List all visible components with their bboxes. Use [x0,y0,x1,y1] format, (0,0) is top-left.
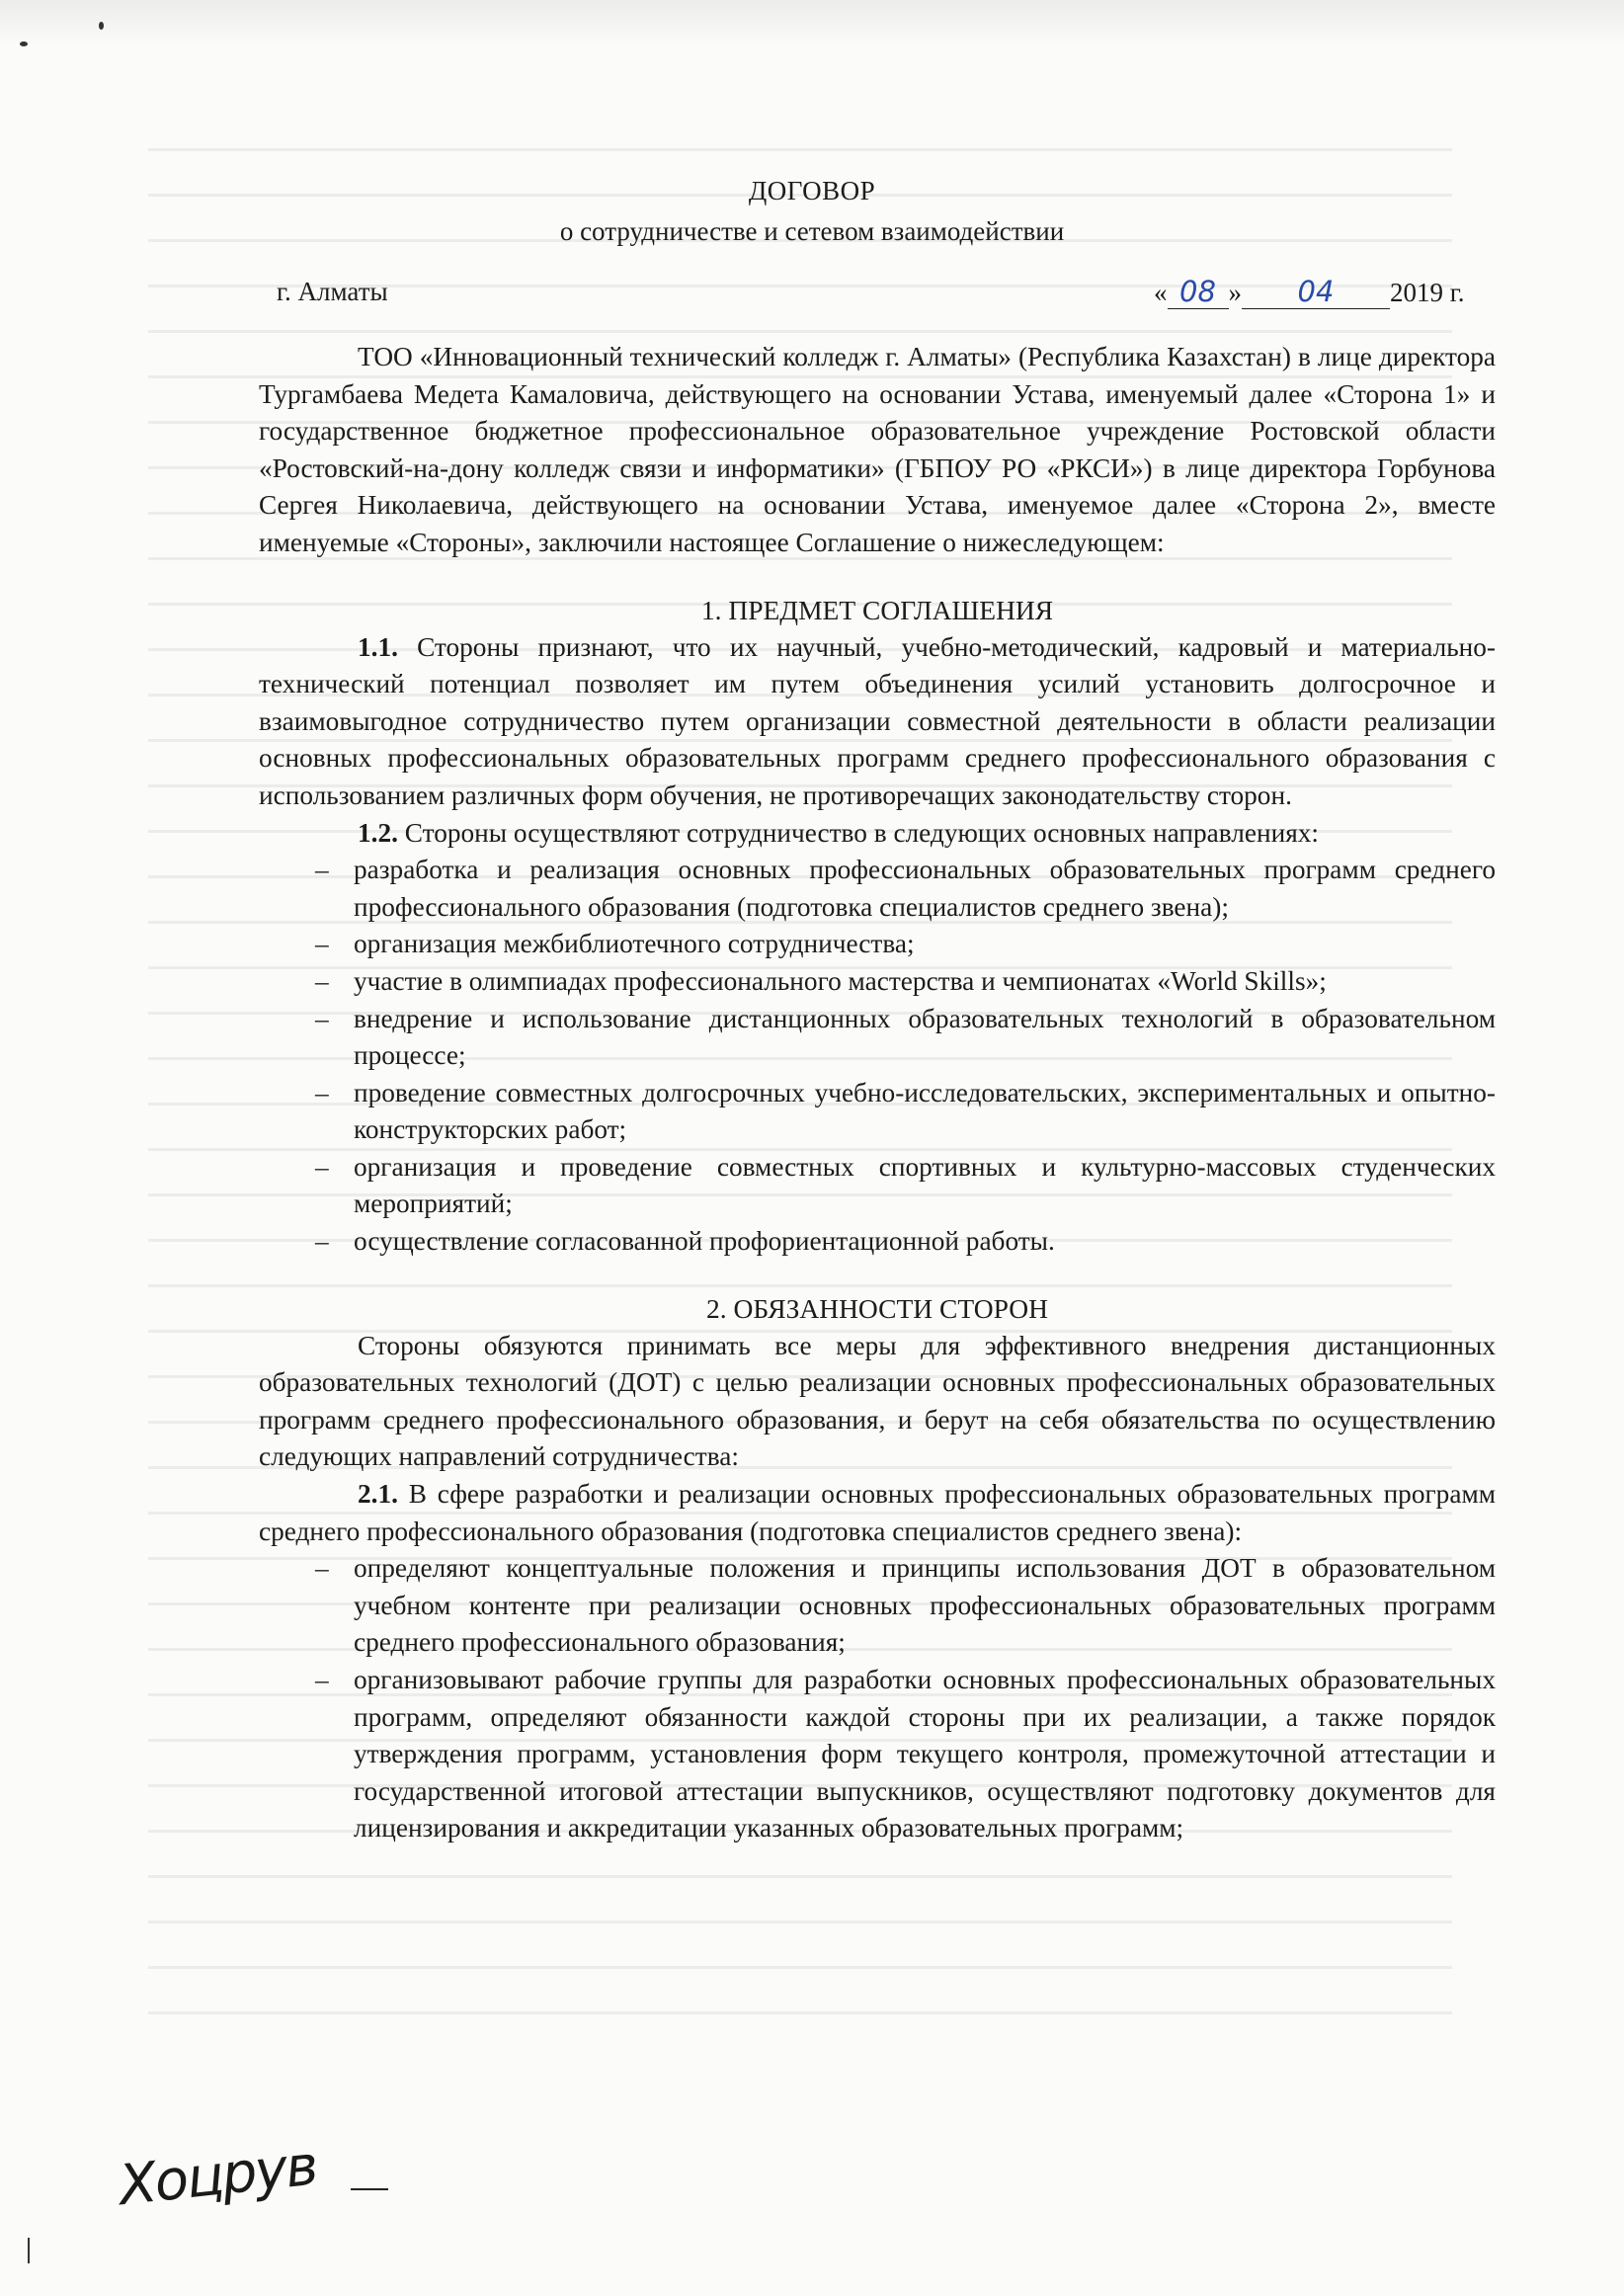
list-item: – осуществление согласованной профориентационной работы. [259,1223,1496,1261]
margin-mark [28,2238,30,2263]
clause-2-1: 2.1. В сфере разработки и реализации основных профессиональных образовательных программ среднего профессионального образования (подготовка специалистов среднего звена): [259,1479,1496,1546]
obligations-list [259,1550,1496,1847]
intro-paragraph: ТОО «Инновационный технический колледж г. Алматы» (Республика Казахстан) в лице директора Тургамбаева Медета Камаловича, действующего на основании Устава, именуемый далее «Сторона 1» и государственное бюджетное профессиональное образовательное учреждение Ростовской области «Ростовский-на-дону колледж связи и информатики» (ГБПОУ РО «РКСИ») в лице директора Горбунова Сергея Николаевича, действующего на основании Устава, именуемое далее «Сторона 2», вместе именуемые «Стороны», заключили настоящее Соглашение о нижеследующем: [259,342,1496,557]
section-2-intro: Стороны обязуются принимать все меры для эффективного внедрения дистанционных образовательных технологий (ДОТ) с целью реализации основных профессиональных образовательных программ среднего профессионального образования, и берут на себя обязательства по осуществлению следующих направлений сотрудничества: [259,1330,1496,1472]
clause-1-2: 1.2. Стороны осуществляют сотрудничество в следующих основных направлениях: [358,817,1319,848]
list-item: – внедрение и использование дистанционных образовательных технологий в образовательном процессе; [259,1001,1496,1075]
document-body [259,339,1496,1847]
date-month-field: 04 [1242,275,1390,309]
date-year: 2019 г. [1390,278,1465,307]
list-item: – разработка и реализация основных профессиональных образовательных программ среднего профессионального образования (подготовка специалистов среднего звена); [259,852,1496,926]
list-item: – определяют концептуальные положения и принципы использования ДОТ в образовательном учебном контенте при реализации основных профессиональных образовательных программ среднего профессионального образования; [259,1550,1496,1662]
directions-list [259,852,1496,1261]
signature-dash [351,2188,388,2190]
document-title: ДОГОВОР [748,176,876,205]
scan-speck [99,22,104,30]
scan-speck [20,41,28,46]
list-item: – организация и проведение совместных спортивных и культурно-массовых студенческих мероприятий; [259,1149,1496,1223]
contract-date: « 08 » 04 2019 г. [1154,275,1465,308]
list-item: – организовывают рабочие группы для разработки основных профессиональных образовательных программ, определяют обязанности каждой стороны при их реализации, а также порядок утверждения программ, установления форм текущего контроля, промежуточной аттестации и государственной итоговой аттестации выпускников, осуществляют подготовку документов для лицензирования и аккредитации указанных образовательных программ; [259,1662,1496,1847]
handwritten-signature: Хоцрув [116,2133,320,2219]
list-item: – организация межбиблиотечного сотрудничества; [259,926,1496,963]
clause-1-1: 1.1. Стороны признают, что их научный, учебно-методический, кадровый и материально-технический потенциал позволяет им путем объединения усилий установить долгосрочное и взаимовыгодное сотрудничество путем организации совместной деятельности в области реализации основных профессиональных образовательных программ среднего профессионального образования с использованием различных форм обучения, не противоречащих законодательству сторон. [259,631,1496,810]
city: г. Алматы [277,277,388,306]
scan-top-edge [0,0,1624,45]
document-subtitle: о сотрудничестве и сетевом взаимодействии [559,216,1065,246]
list-item: – проведение совместных долгосрочных учебно-исследовательских, экспериментальных и опытно- конструкторских работ; [259,1075,1496,1149]
section-heading: 2. ОБЯЗАННОСТИ СТОРОН [706,1292,1048,1324]
section-heading: 1. ПРЕДМЕТ СОГЛАШЕНИЯ [700,594,1054,625]
list-item: – участие в олимпиадах профессионального мастерства и чемпионатах «World Skills»; [259,963,1496,1001]
date-day-field: 08 [1168,275,1229,309]
